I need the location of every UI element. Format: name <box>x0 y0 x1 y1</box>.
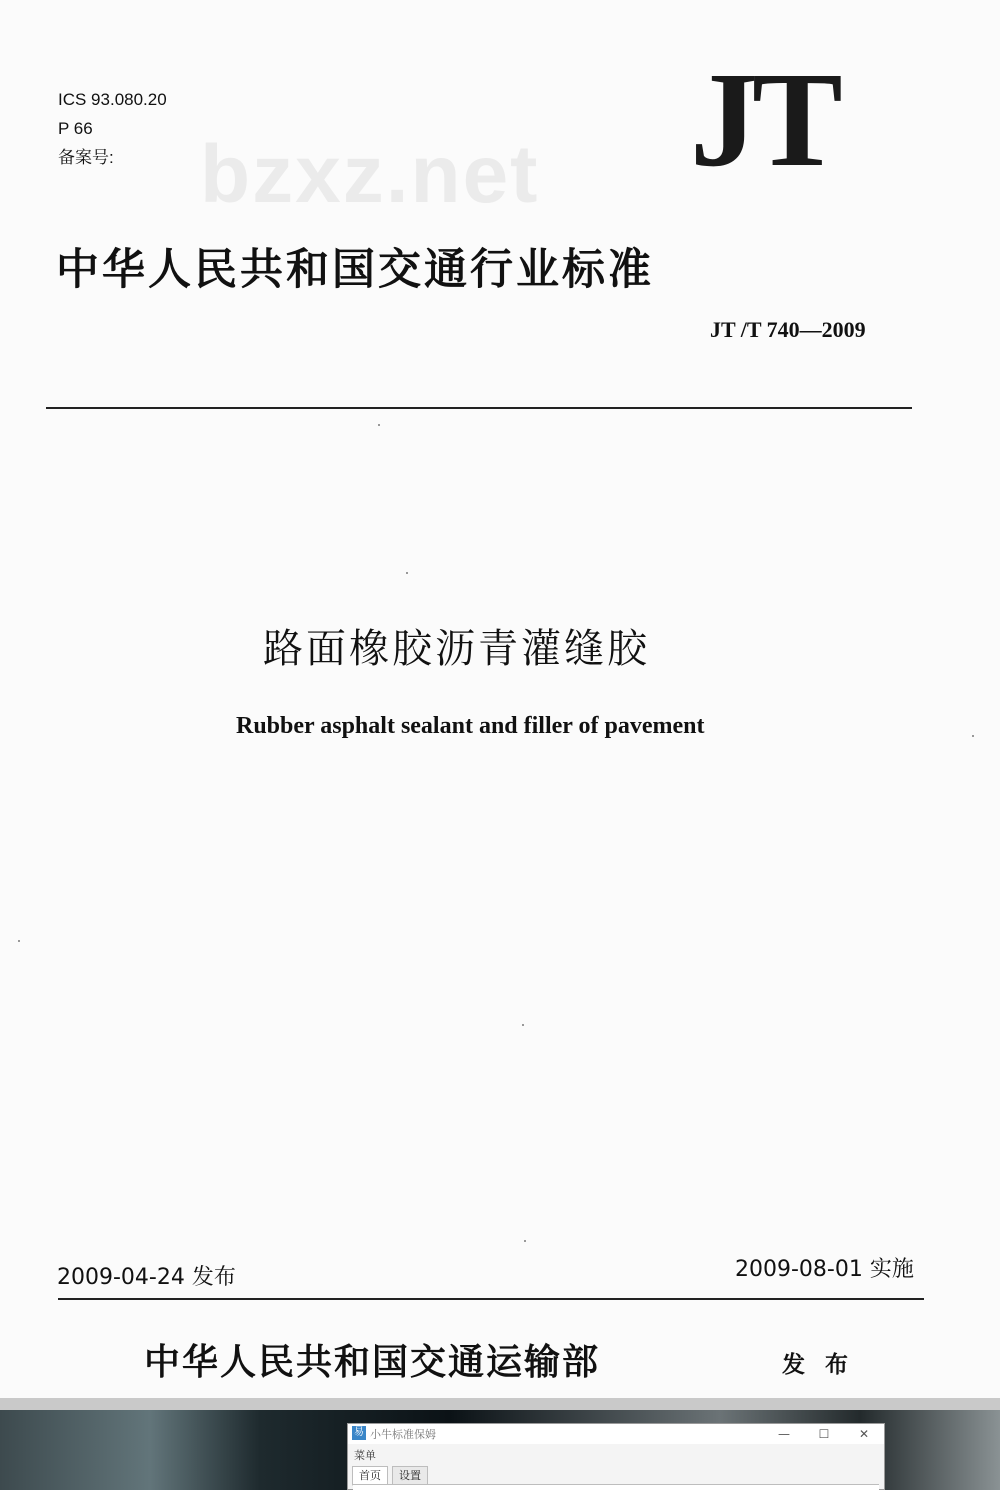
tab-home[interactable]: 首页 <box>352 1466 388 1486</box>
scan-speck <box>378 424 380 426</box>
scan-speck <box>522 1024 524 1026</box>
cn-title: 路面橡胶沥青灌缝胶 <box>263 626 650 672</box>
scan-speck <box>18 940 20 942</box>
jt-logo: JT <box>690 45 837 195</box>
watermark: bzxz.net <box>200 129 540 220</box>
maximize-button[interactable]: ☐ <box>818 1427 830 1441</box>
metadata-block <box>58 85 167 172</box>
scan-speck <box>406 572 408 574</box>
app-window[interactable] <box>347 1423 885 1490</box>
minimize-button[interactable]: — <box>778 1427 790 1441</box>
app-logo-icon: 易 <box>354 1427 364 1438</box>
filing-label: 备案号: <box>58 148 114 167</box>
publisher: 中华人民共和国交通运输部 <box>144 1341 601 1383</box>
top-divider <box>46 407 912 409</box>
ics-code: ICS 93.080.20 <box>58 90 167 109</box>
bottom-divider <box>58 1298 924 1300</box>
en-title: Rubber asphalt sealant and filler of pavement <box>236 713 705 739</box>
app-menu[interactable]: 菜单 <box>354 1449 376 1462</box>
app-content-area <box>353 1484 879 1492</box>
ccs-code: P 66 <box>58 119 93 138</box>
tab-settings[interactable]: 设置 <box>392 1466 428 1486</box>
close-button[interactable]: ✕ <box>858 1427 870 1441</box>
publisher-suffix: 发 布 <box>782 1351 855 1378</box>
viewer-bottom-edge <box>0 1398 1000 1410</box>
scan-speck <box>972 735 974 737</box>
implement-date: 2009-08-01 实施 <box>735 1257 914 1282</box>
scan-speck <box>524 1240 526 1242</box>
standard-code: JT /T 740—2009 <box>710 317 866 342</box>
issue-date: 2009-04-24 发布 <box>57 1265 236 1290</box>
main-title: 中华人民共和国交通行业标准 <box>56 245 654 295</box>
app-titlebar[interactable] <box>348 1424 884 1444</box>
app-title: 小牛标准保姆 <box>370 1428 436 1441</box>
